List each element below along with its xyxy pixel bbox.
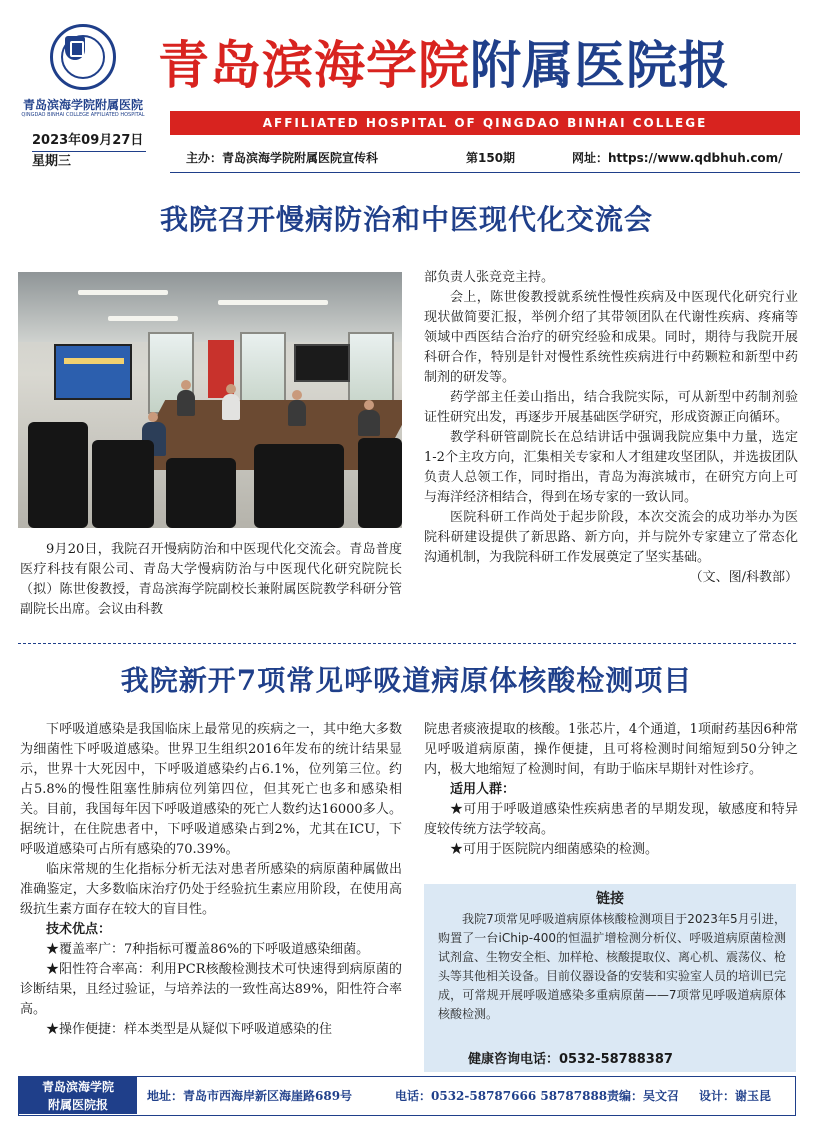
photo-person-head bbox=[148, 412, 158, 422]
advantage-item: ★操作便捷：样本类型是从疑似下呼吸道感染的住 bbox=[46, 1022, 333, 1037]
photo-person-head bbox=[181, 380, 191, 390]
issue-number: 第150期 bbox=[466, 151, 516, 165]
sidebar-title: 链接 bbox=[596, 891, 624, 907]
photo-chair bbox=[358, 438, 402, 528]
article1-headline: 我院召开慢病防治和中医现代化交流会 bbox=[159, 203, 653, 236]
article2-column-left bbox=[20, 720, 402, 1070]
website-text: 网址：https://www.qdbhuh.com/ bbox=[572, 151, 783, 165]
issue-date: 2023年09月27日 bbox=[32, 133, 144, 148]
photo-person-head bbox=[226, 384, 236, 394]
issue-weekday: 星期三 bbox=[32, 154, 72, 169]
footer-logo-line: 青岛滨海学院 bbox=[41, 1080, 114, 1094]
sponsor-text: 主办：青岛滨海学院附属医院宣传科 bbox=[186, 151, 379, 165]
photo-person-head bbox=[292, 390, 302, 400]
section-divider bbox=[18, 643, 796, 644]
health-consult-phone: 健康咨询电话：0532-58788387 bbox=[468, 1052, 673, 1067]
issue-date-box bbox=[26, 131, 150, 175]
meeting-photo bbox=[18, 272, 402, 528]
photo-chair bbox=[166, 458, 236, 528]
photo-ceiling bbox=[18, 272, 402, 342]
article1-column-right bbox=[424, 268, 798, 620]
footer bbox=[18, 1076, 796, 1116]
advantage-item: ★阳性符合率高：利用PCR核酸检测技术可快速得到病原菌的诊断结果，且经过验证，与培养法的一致性高达89%，阳性符合率高。 bbox=[20, 962, 402, 1017]
photo-person bbox=[358, 410, 380, 436]
hospital-seal-icon bbox=[50, 24, 116, 90]
footer-logo-line: 附属医院报 bbox=[47, 1098, 108, 1112]
link-sidebar bbox=[424, 884, 796, 1072]
population-title: 适用人群： bbox=[450, 782, 516, 797]
article1-paragraph: 9月20日，我院召开慢病防治和中医现代化交流会。青岛普度医疗科技有限公司、青岛大学慢病防治与中医现代化研究院院长（拟）陈世俊教授，青岛滨海学院副校长兼附属医院教学科研分管副院长出席。会议由科教 bbox=[20, 542, 402, 617]
photo-ceiling-light bbox=[218, 300, 328, 305]
logo-name: 青岛滨海学院附属医院 bbox=[22, 98, 143, 112]
footer-designer: 设计：谢玉昆 bbox=[699, 1089, 772, 1103]
population-item: ★可用于呼吸道感染性疾病患者的早期发现，敏感度和特异度较传统方法学较高。 bbox=[424, 802, 798, 837]
article1-paragraph: 教学科研管副院长在总结讲话中强调我院应集中力量，选定1-2个主攻方向，汇集相关专家和人才组建攻坚团队，并选拔团队负责人总领工作，同时指出，青岛为海滨城市，在研究方向上可与海洋经济相结合，得到在场专家的一致认同。 bbox=[424, 430, 798, 505]
footer-phone: 电话：0532-58787666 58787888 bbox=[395, 1089, 608, 1103]
article1-paragraph: 药学部主任姜山指出，结合我院实际，可从新型中药制剂验证性研究出发，再逐步开展基础医学研究，形成资源正向循环。 bbox=[424, 390, 798, 425]
masthead-underline bbox=[170, 172, 800, 173]
logo-english-name: QINGDAO BINHAI COLLEGE AFFILIATED HOSPITAL bbox=[21, 112, 145, 118]
newspaper-title bbox=[158, 26, 798, 106]
photo-person bbox=[288, 400, 306, 426]
footer-logo bbox=[19, 1077, 137, 1114]
english-title-bar: AFFILIATED HOSPITAL OF QINGDAO BINHAI COLLEGE bbox=[170, 111, 800, 135]
photo-ceiling-light bbox=[78, 290, 168, 295]
advantage-item: ★覆盖率广：7种指标可覆盖86%的下呼吸道感染细菌。 bbox=[46, 942, 370, 957]
photo-chair bbox=[254, 444, 344, 528]
article1-paragraph: 部负责人张竞竞主持。 bbox=[424, 270, 555, 285]
footer-address: 地址：青岛市西海岸新区海崖路689号 bbox=[147, 1089, 353, 1103]
advantages-title: 技术优点： bbox=[46, 922, 112, 937]
photo-person-head bbox=[364, 400, 374, 410]
population-item: ★可用于医院院内细菌感染的检测。 bbox=[450, 842, 659, 857]
photo-chair bbox=[28, 422, 88, 528]
article2-column-right bbox=[424, 720, 798, 880]
footer-editor: 责编：吴文召 bbox=[607, 1089, 680, 1103]
photo-projection-screen bbox=[54, 344, 132, 400]
newspaper-title-blue: 附属医院报 bbox=[470, 36, 731, 96]
article1-column-left bbox=[20, 540, 402, 620]
photo-person bbox=[177, 390, 195, 416]
article2-paragraph: 院患者痰液提取的核酸。1张芯片，4个通道，1项耐药基因6种常见呼吸道病原菌，操作便捷，且可将检测时间缩短到50分钟之内，极大地缩短了检测时间，有助于临床早期针对性诊疗。 bbox=[424, 722, 798, 777]
photo-ceiling-light bbox=[108, 316, 178, 321]
photo-chair bbox=[92, 440, 154, 528]
photo-wall-tv bbox=[294, 344, 350, 382]
article2-paragraph: 下呼吸道感染是我国临床上最常见的疾病之一，其中绝大多数为细菌性下呼吸道感染。世界卫生组织2016年发布的统计结果显示，世界十大死因中，下呼吸道感染约占6.1%，位列第三位。约占5.8%的慢性阻塞性肺病位列第四位，但其死亡也多和感染相关。目前，我国每年因下呼吸道感染的死亡人数约达16000多人。据统计，在住院患者中，下呼吸道感染占到2%，尤其在ICU，下呼吸道感染可占所有感染的70.39%。 bbox=[20, 722, 402, 857]
sidebar-text: 我院7项常见呼吸道病原体核酸检测项目于2023年5月引进，购置了一台iChip-400的恒温扩增检测分析仪、呼吸道病原菌检测试剂盒、生物安全柜、加样枪、核酸提取仪、离心机、震荡仪、枪头等其他相关设备。目前仪器设备的安装和实验室人员的培训已完成，可常规开展呼吸道感染多重病原菌——7项常见呼吸道病原体核酸检测。 bbox=[438, 912, 787, 1021]
publication-info bbox=[186, 148, 796, 168]
article2-headline: 我院新开7项常见呼吸道病原体核酸检测项目 bbox=[120, 664, 693, 697]
photo-person bbox=[222, 394, 240, 420]
article1-paragraph: 医院科研工作尚处于起步阶段，本次交流会的成功举办为医院科研建设提供了新思路、新方向，并与院外专家建立了常态化沟通机制，为我院科研工作发展奠定了坚实基础。 bbox=[424, 510, 798, 565]
newspaper-title-red: 青岛滨海学院 bbox=[158, 36, 471, 96]
article1-signoff: （文、图/科教部） bbox=[689, 570, 798, 585]
article2-paragraph: 临床常规的生化指标分析无法对患者所感染的病原菌种属做出准确鉴定，大多数临床治疗仍处于经验抗生素应用阶段，在使用高级抗生素方面存在较大的盲目性。 bbox=[20, 862, 402, 917]
hospital-logo bbox=[18, 22, 148, 116]
article1-paragraph: 会上，陈世俊教授就系统性慢性疾病及中医现代化研究行业现状做简要汇报，举例介绍了其带领团队在代谢性疾病、疼痛等领域中西医结合治疗的研究经验和成果。同时，期待与我院开展科研合作，特别是针对慢性系统性疾病进行中药颗粒和新型中药制剂的研发等。 bbox=[424, 290, 798, 385]
